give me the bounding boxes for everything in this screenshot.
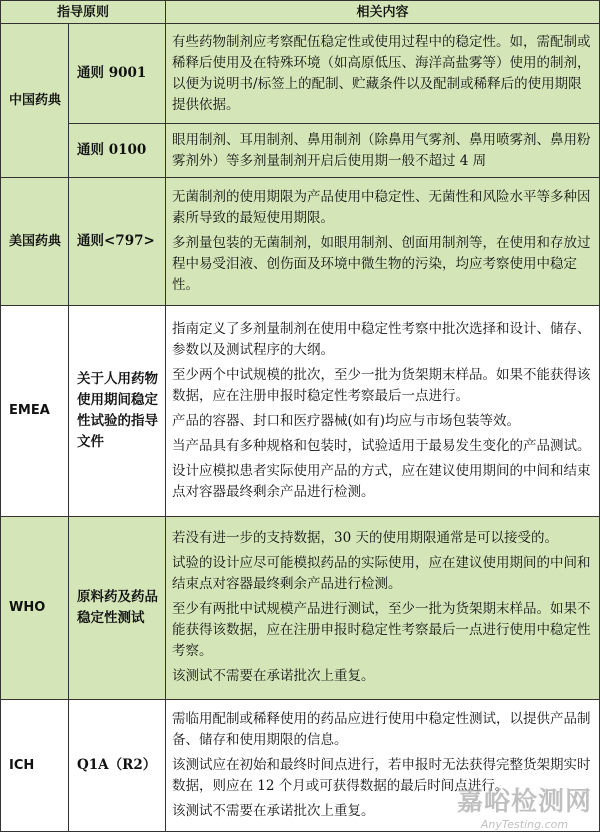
- content-paragraph: 当产品具有多种规格和包装时，试验适用于最易发生变化的产品测试。: [172, 437, 591, 454]
- content-cell: [166, 699, 600, 831]
- table-row: [1, 516, 600, 699]
- content-paragraph: 无菌制剂的使用期限为产品使用中稳定性、无菌性和风险水平等多种因素所导致的最短使用期限。: [172, 189, 591, 227]
- content-cell: [166, 124, 600, 178]
- guide-cell: 关于人用药物使用期间稳定性试验的指导文件: [69, 306, 166, 517]
- content-cell: [166, 178, 600, 306]
- table-row: [1, 24, 600, 124]
- content-cell: [166, 516, 600, 699]
- content-paragraph: 指南定义了多剂量制剂在使用中稳定性考察中批次选择和设计、储存、参数以及测试程序的大纲。: [172, 320, 591, 358]
- content-paragraph: 若没有进一步的支持数据，30 天的使用期限通常是可以接受的。: [172, 530, 558, 547]
- content-paragraph: 有些药物制剂应考察配伍稳定性或使用过程中的稳定性。如，需配制或稀释后使用及在特殊环境（如高原低压、海洋高盐雾等）使用的制剂，以便为说明书/标签上的配制、贮藏条件以及配制或稀释后的使用期限提供依据。: [172, 33, 591, 113]
- guide-cell: 原料药及药品稳定性测试: [69, 516, 166, 699]
- table-header-row: [1, 1, 600, 24]
- content-paragraph: 需临用配制或稀释使用的药品应进行使用中稳定性测试，以提供产品制备、储存和使用期限的信息。: [172, 710, 591, 748]
- table-row: [1, 306, 600, 517]
- content-paragraph: 眼用制剂、耳用制剂、鼻用制剂（除鼻用气雾剂、鼻用喷雾剂、鼻用粉雾剂外）等多剂量制剂开启后使用期一般不超过 4 周: [172, 131, 591, 169]
- content-paragraph: 至少两个中试规模的批次，至少一批为货架期末样品。如果不能获得该数据，应在注册申报时稳定性考察最后一点进行。: [172, 366, 591, 404]
- guide-cell: 通则 9001: [69, 24, 166, 124]
- content-paragraph: 该测试应在初始和最终时间点进行，若申报时无法获得完整货架期实时数据，则应在 12 个月或可获得数据的最后时间点进行。: [172, 756, 591, 794]
- content-paragraph: 该测试不需要在承诺批次上重复。: [172, 802, 375, 819]
- org-cell: WHO: [1, 516, 69, 699]
- org-cell: 美国药典: [1, 178, 69, 306]
- org-cell: 中国药典: [1, 24, 69, 178]
- guide-cell: 通则<797>: [69, 178, 166, 306]
- table-row: [1, 178, 600, 306]
- content-paragraph: 至少有两批中试规模产品进行测试，至少一批为货架期末样品。如果不能获得该数据，应在注册申报时稳定性考察最后一点进行使用中稳定性考察。: [172, 601, 591, 660]
- watermark-cn: 嘉峪检测网: [456, 787, 592, 817]
- watermark-en: AnyTesting.com: [480, 818, 569, 831]
- content-cell: [166, 306, 600, 517]
- guide-cell: 通则 0100: [69, 124, 166, 178]
- content-paragraph: 产品的容器、封口和医疗器械(如有)均应与市场包装等效。: [172, 412, 521, 429]
- content-paragraph: 设计应模拟患者实际使用产品的方式，应在建议使用期间的中间和结束点对容器最终剩余产品进行检测。: [172, 462, 591, 500]
- content-cell: [166, 24, 600, 124]
- org-cell: ICH: [1, 699, 69, 831]
- org-cell: EMEA: [1, 306, 69, 517]
- table-row: [1, 124, 600, 178]
- content-paragraph: 该测试不需要在承诺批次上重复。: [172, 668, 375, 685]
- content-paragraph: 试验的设计应尽可能模拟药品的实际使用，应在建议使用期间的中间和结束点对容器最终剩余产品进行检测。: [172, 555, 591, 593]
- content-paragraph: 多剂量包装的无菌制剂，如眼用制剂、创面用制剂等，在使用和存放过程中易受泪液、创伤面及环境中微生物的污染，均应考察使用中稳定性。: [172, 235, 591, 294]
- guide-cell: Q1A（R2）: [69, 699, 166, 831]
- header-guideline: 指导原则: [1, 1, 166, 24]
- header-content: 相关内容: [166, 1, 600, 24]
- table-row: [1, 699, 600, 831]
